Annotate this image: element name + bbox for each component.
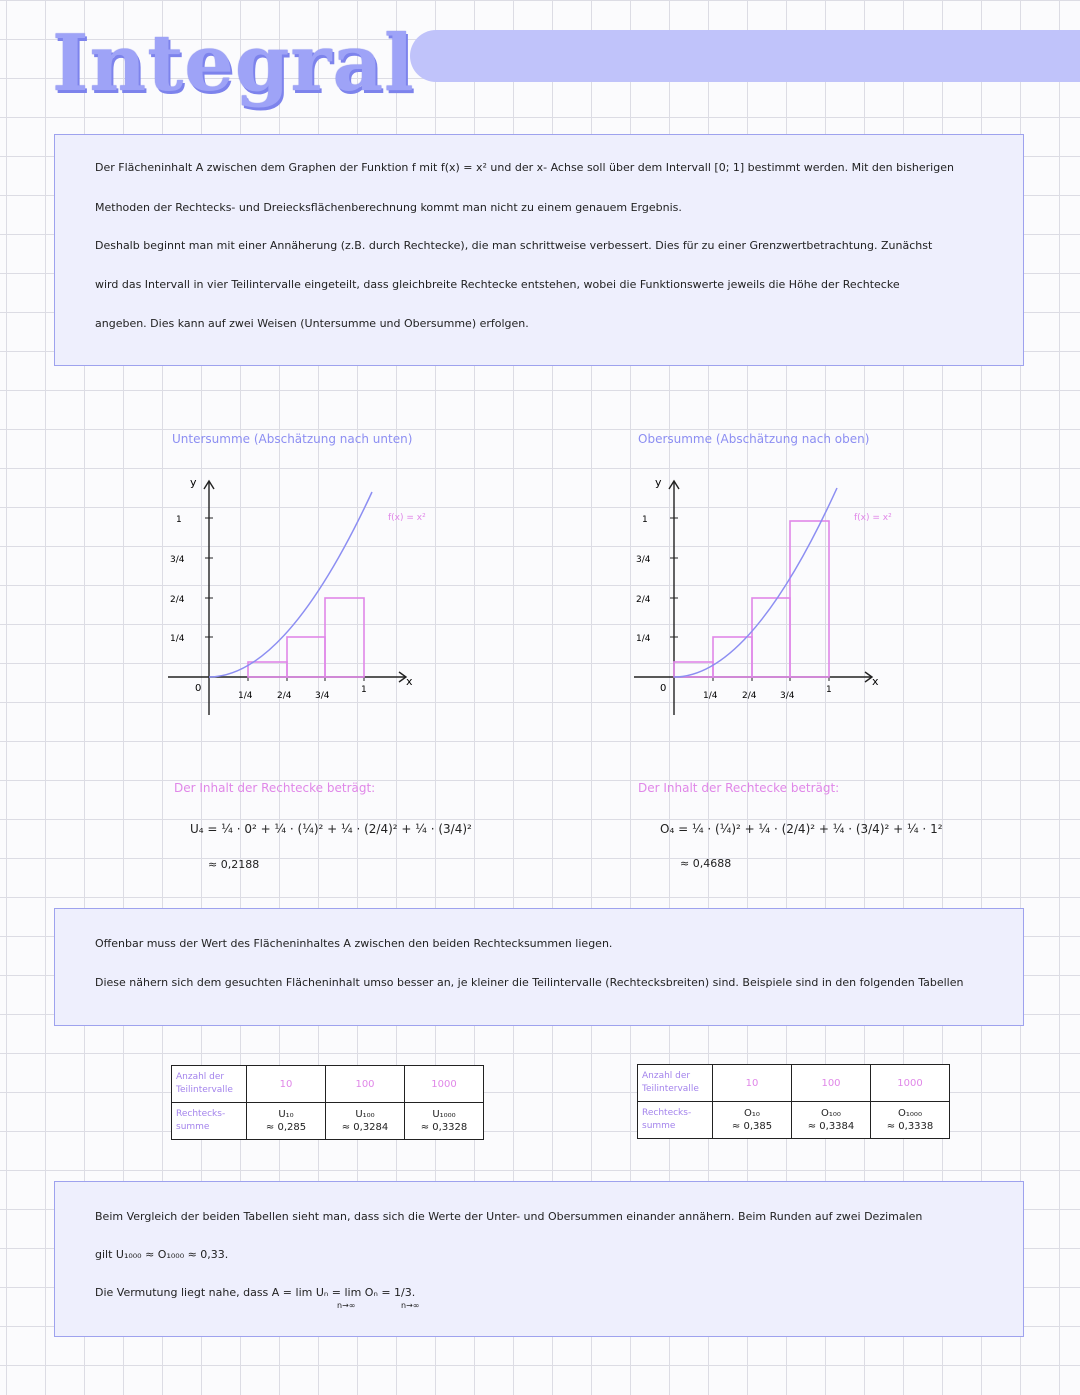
- conclusion-line-1: Beim Vergleich der beiden Tabellen sieht man, dass sich die Werte der Unter- und Obersummen einander annähern. Beim Runden auf zwei Dezimalen: [95, 1210, 923, 1223]
- table-row: [638, 1065, 950, 1102]
- count-cell: 1000: [871, 1065, 950, 1102]
- sum-symbol: U₁₀: [278, 1109, 294, 1120]
- sum-value: ≈ 0,3328: [420, 1122, 468, 1133]
- count-cell: 10: [713, 1065, 792, 1102]
- y-tick-label-1-4: 1/4: [170, 634, 185, 644]
- sum-cell: [792, 1102, 871, 1139]
- y-tick-label-1-4: 1/4: [636, 634, 651, 644]
- count-header: [172, 1066, 247, 1103]
- sum-value: ≈ 0,285: [265, 1122, 307, 1133]
- table-row: [172, 1103, 484, 1140]
- y-tick-label-3-4: 3/4: [170, 555, 185, 565]
- lower-sum-caption: Untersumme (Abschätzung nach unten): [172, 432, 413, 446]
- header-text: Teilintervalle: [642, 1084, 699, 1094]
- x-tick-label-1-4: 1/4: [703, 691, 718, 701]
- intro-line-2: Methoden der Rechtecks- und Dreiecksflächenberechnung kommt man nicht zu einem genauem Ergebnis.: [95, 201, 682, 214]
- y-tick-label-1: 1: [176, 515, 182, 525]
- sum-value: ≈ 0,385: [731, 1121, 773, 1132]
- header-text: Anzahl der: [642, 1071, 691, 1081]
- sum-symbol: U₁₀₀: [355, 1109, 375, 1120]
- x-tick-label-2-4: 2/4: [277, 691, 292, 701]
- sum-cell: [713, 1102, 792, 1139]
- header-text: Rechtecks-: [176, 1109, 226, 1119]
- x-tick-label-3-4: 3/4: [780, 691, 795, 701]
- title-banner: [410, 30, 1080, 82]
- sum-symbol: O₁₀: [744, 1108, 760, 1119]
- y-tick-label-1: 1: [642, 515, 648, 525]
- count-header: [638, 1065, 713, 1102]
- sum-cell: [247, 1103, 326, 1140]
- header-text: summe: [642, 1121, 676, 1131]
- curve-label: f(x) = x²: [854, 513, 892, 523]
- table-row: [638, 1102, 950, 1139]
- header-text: Anzahl der: [176, 1072, 225, 1082]
- x-tick-label-1: 1: [826, 685, 832, 695]
- intro-line-3: Deshalb beginnt man mit einer Annäherung (z.B. durch Rechtecke), die man schrittweise verbessert. Dies für zu einer Grenzwertbetrachtung. Zunächst: [95, 239, 933, 252]
- y-axis-label: y: [190, 476, 197, 489]
- table-row: [172, 1066, 484, 1103]
- sum-value: ≈ 0,3338: [886, 1121, 934, 1132]
- upper-rect-3: [752, 598, 790, 677]
- x-tick-label-2-4: 2/4: [742, 691, 757, 701]
- y-tick-label-2-4: 2/4: [170, 595, 185, 605]
- lower-rect-1: [248, 662, 287, 677]
- x-tick-label-3-4: 3/4: [315, 691, 330, 701]
- upper-content-caption: Der Inhalt der Rechtecke beträgt:: [638, 781, 840, 795]
- header-text: Teilintervalle: [176, 1085, 233, 1095]
- count-cell: 100: [792, 1065, 871, 1102]
- sum-cell: [326, 1103, 405, 1140]
- count-cell: 10: [247, 1066, 326, 1103]
- header-text: Rechtecks-: [642, 1108, 692, 1118]
- upper-rect-2: [713, 637, 752, 677]
- count-cell: 1000: [405, 1066, 484, 1103]
- sum-header: [638, 1102, 713, 1139]
- sum-cell: [871, 1102, 950, 1139]
- sum-symbol: U₁₀₀₀: [432, 1109, 456, 1120]
- limit-subscript-1: n→∞: [337, 1301, 356, 1310]
- parabola-curve: [674, 488, 837, 677]
- x-axis-label: x: [406, 675, 413, 688]
- y-tick-label-3-4: 3/4: [636, 555, 651, 565]
- sum-cell: [405, 1103, 484, 1140]
- middle-line-1: Offenbar muss der Wert des Flächeninhaltes A zwischen den beiden Rechtecksummen liegen.: [95, 937, 613, 950]
- sum-value: ≈ 0,3384: [807, 1121, 855, 1132]
- explanation-box: [54, 908, 1024, 1026]
- conclusion-line-2: gilt U₁₀₀₀ ≈ O₁₀₀₀ ≈ 0,33.: [95, 1248, 229, 1261]
- curve-label: f(x) = x²: [388, 513, 426, 523]
- sum-value: ≈ 0,3284: [341, 1122, 389, 1133]
- sum-symbol: O₁₀₀: [821, 1108, 841, 1119]
- origin-label: 0: [195, 683, 202, 694]
- lower-sum-table: [171, 1065, 484, 1140]
- limit-subscript-2: n→∞: [401, 1301, 420, 1310]
- origin-label: 0: [660, 683, 667, 694]
- count-cell: 100: [326, 1066, 405, 1103]
- x-tick-label-1-4: 1/4: [238, 691, 253, 701]
- intro-line-4: wird das Intervall in vier Teilintervalle eingeteilt, dass gleichbreite Rechtecke entstehen, wobei die Funktionswerte jeweils die Höhe der Rechtecke: [95, 278, 900, 291]
- lower-sum-result: ≈ 0,2188: [208, 858, 260, 871]
- x-axis-label: x: [872, 675, 879, 688]
- upper-sum-formula: O₄ = ¼ · (¼)² + ¼ · (2/4)² + ¼ · (3/4)² + ¼ · 1²: [660, 822, 943, 836]
- y-tick-label-2-4: 2/4: [636, 595, 651, 605]
- x-tick-label-1: 1: [361, 685, 367, 695]
- lower-rect-3: [325, 598, 364, 677]
- intro-line-5: angeben. Dies kann auf zwei Weisen (Untersumme und Obersumme) erfolgen.: [95, 317, 529, 330]
- lower-sum-formula: U₄ = ¼ · 0² + ¼ · (¼)² + ¼ · (2/4)² + ¼ · (3/4)²: [190, 822, 472, 836]
- upper-sum-table: [637, 1064, 950, 1139]
- upper-sum-graph: [626, 470, 906, 720]
- conclusion-box: [54, 1181, 1024, 1337]
- conclusion-line-3: Die Vermutung liegt nahe, dass A = lim Uₙ = lim Oₙ = 1/3.: [95, 1286, 416, 1299]
- middle-line-2: Diese nähern sich dem gesuchten Flächeninhalt umso besser an, je kleiner die Teilintervalle (Rechtecksbreiten) sind. Beispiele sind in den folgenden Tabellen: [95, 976, 964, 989]
- intro-box: [54, 134, 1024, 366]
- y-axis-label: y: [655, 476, 662, 489]
- page-title: Integral: [52, 18, 415, 109]
- lower-rect-2: [287, 637, 325, 677]
- intro-line-1: Der Flächeninhalt A zwischen dem Graphen der Funktion f mit f(x) = x² und der x- Achse soll über dem Intervall [0; 1] bestimmt werden. Mit den bisherigen: [95, 161, 954, 174]
- lower-sum-graph: [160, 470, 440, 720]
- lower-content-caption: Der Inhalt der Rechtecke beträgt:: [174, 781, 376, 795]
- upper-sum-caption: Obersumme (Abschätzung nach oben): [638, 432, 870, 446]
- sum-symbol: O₁₀₀₀: [898, 1108, 922, 1119]
- upper-sum-result: ≈ 0,4688: [680, 857, 732, 870]
- header-text: summe: [176, 1122, 210, 1132]
- parabola-curve: [209, 492, 372, 677]
- sum-header: [172, 1103, 247, 1140]
